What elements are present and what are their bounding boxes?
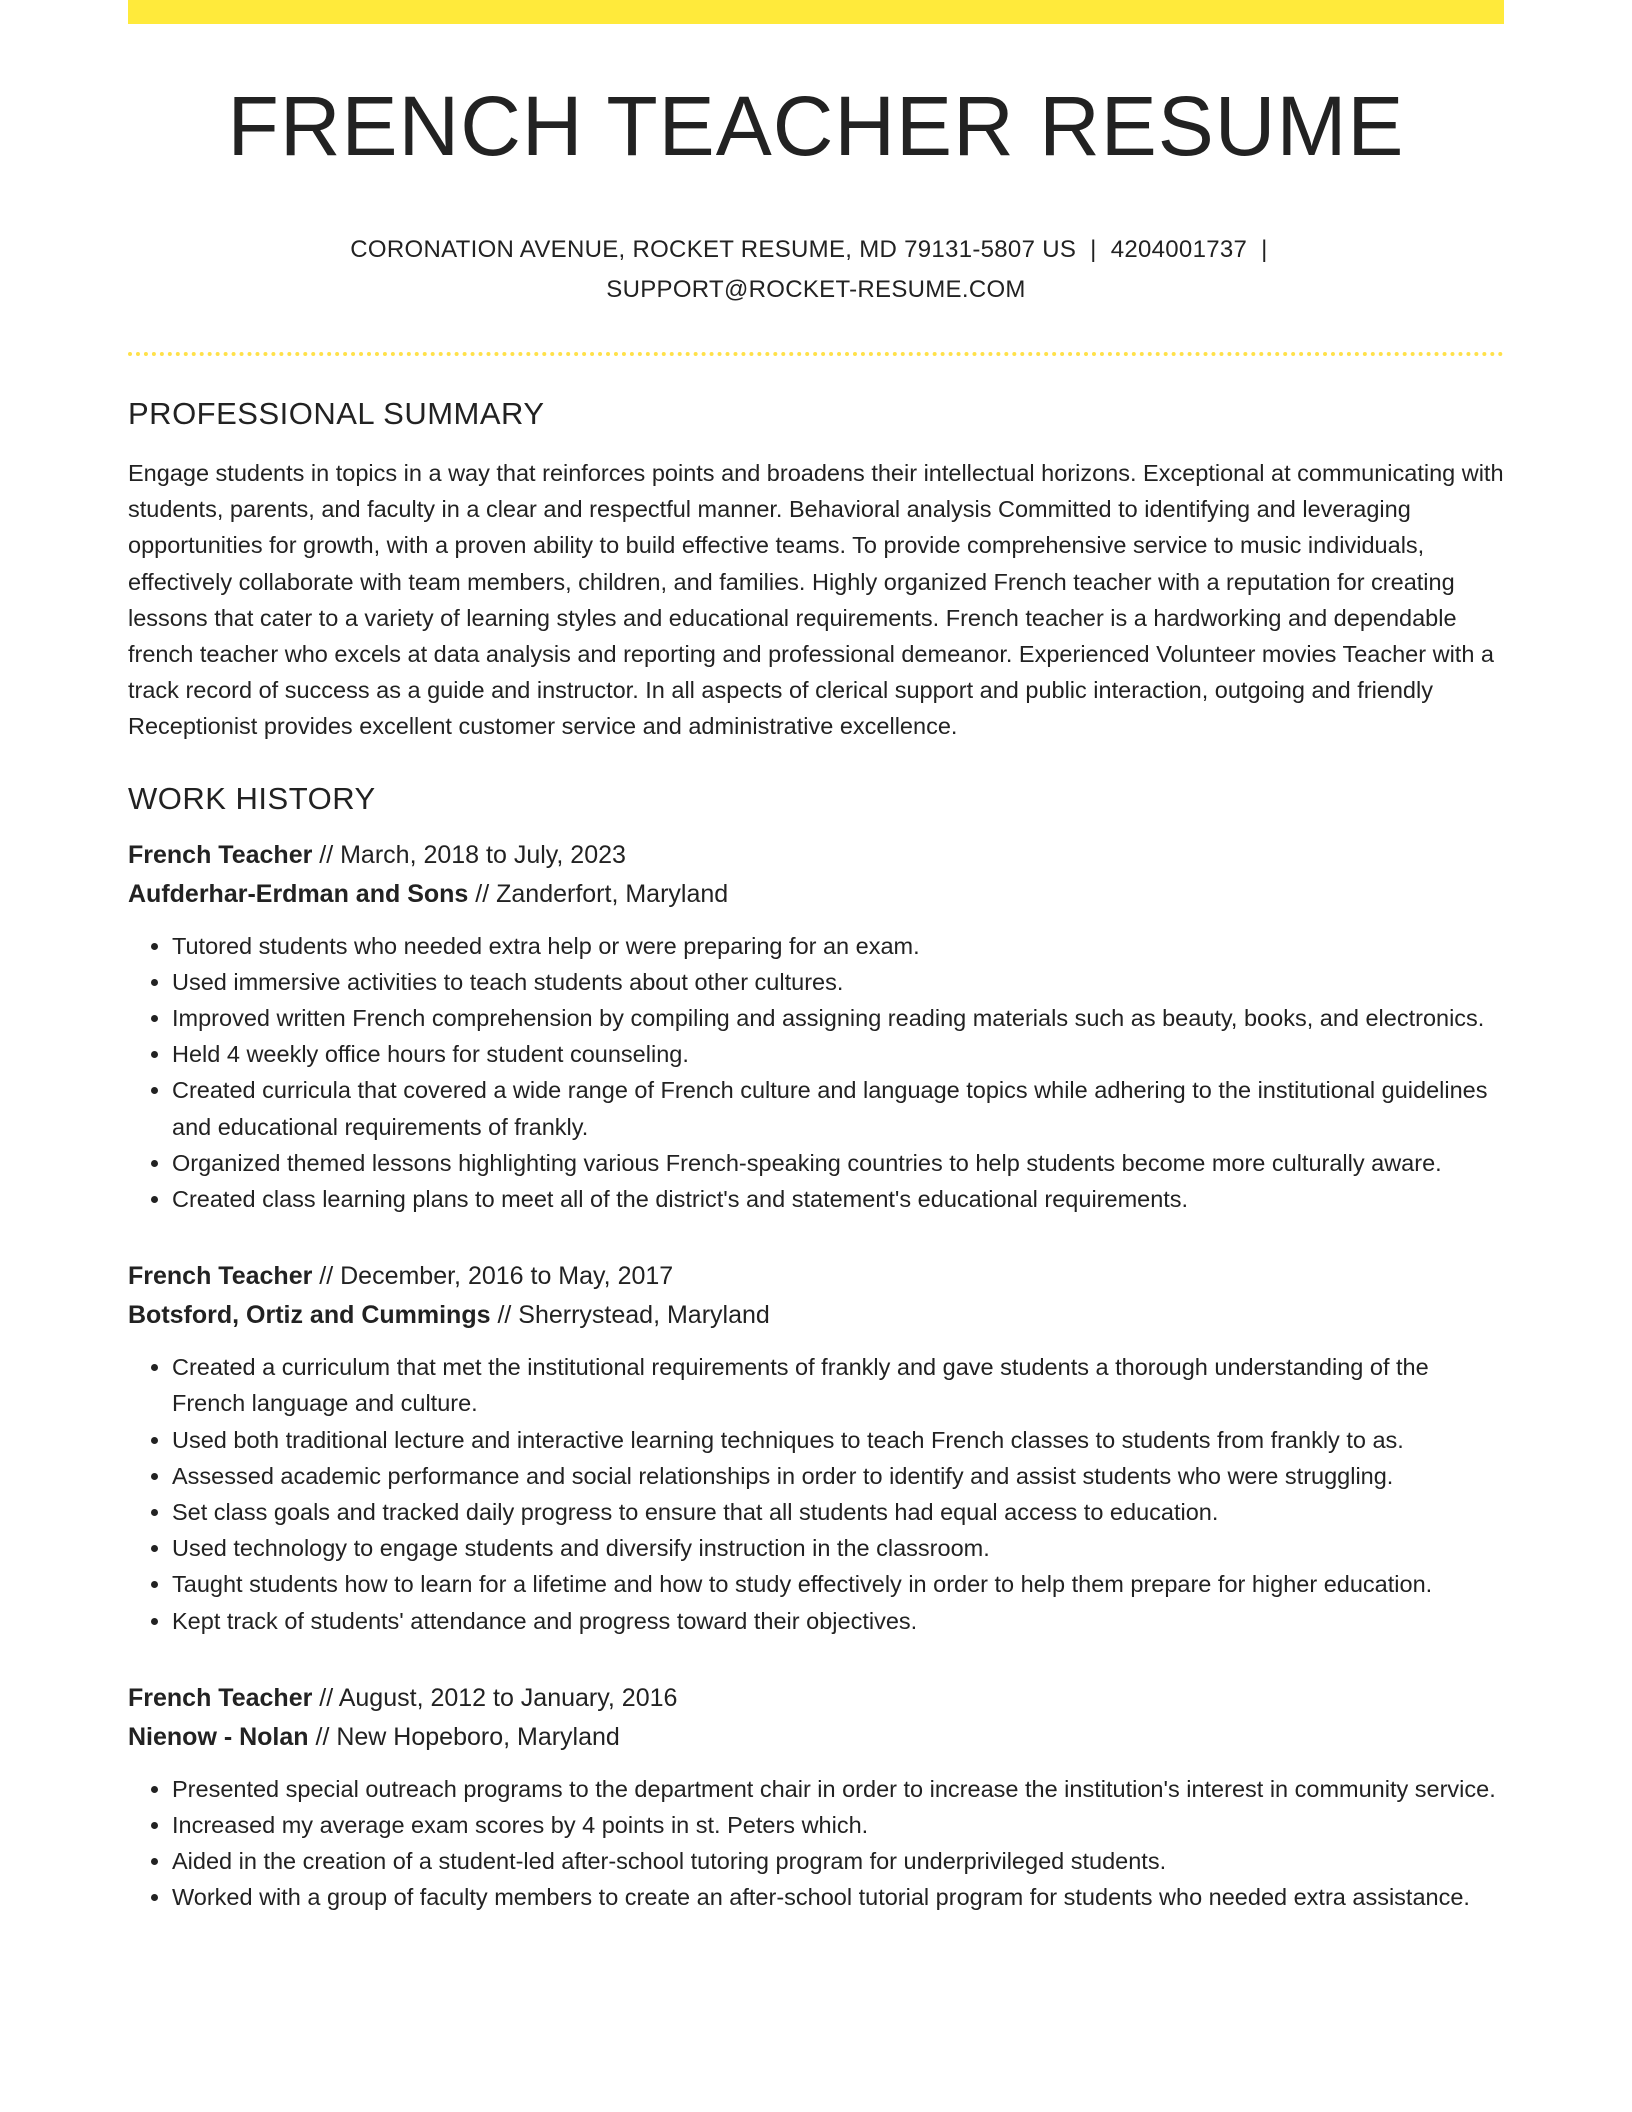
job-title: French Teacher xyxy=(128,840,313,869)
contact-address: CORONATION AVENUE, ROCKET RESUME, MD 79131-5807 US xyxy=(350,236,1077,263)
job-title-line xyxy=(128,1679,1504,1718)
contact-line-2 xyxy=(128,270,1504,310)
job-title: French Teacher xyxy=(128,1683,313,1712)
job-employer: Nienow - Nolan xyxy=(128,1722,309,1751)
resume-title: FRENCH TEACHER RESUME xyxy=(227,79,1405,173)
list-item: • Improved written French comprehension by compiling and assigning reading materials such as beauty, books, and electronics. xyxy=(172,1000,1504,1036)
contact-separator: | xyxy=(1261,236,1268,263)
contact-info xyxy=(128,230,1504,310)
job-entry xyxy=(128,1257,1504,1639)
job-title-line xyxy=(128,836,1504,875)
list-item: • Organized themed lessons highlighting various French-speaking countries to help students become more culturally aware. xyxy=(172,1145,1504,1181)
list-item: • Worked with a group of faculty members to create an after-school tutorial program for students who needed extra assistance. xyxy=(172,1879,1504,1915)
work-history-heading: WORK HISTORY xyxy=(128,780,376,816)
list-item: • Kept track of students' attendance and progress toward their objectives. xyxy=(172,1603,1504,1639)
summary-heading: PROFESSIONAL SUMMARY xyxy=(128,396,545,431)
job-title-line xyxy=(128,1257,1504,1296)
top-accent-bar xyxy=(128,0,1504,24)
list-item: • Used immersive activities to teach students about other cultures. xyxy=(172,964,1504,1000)
job-employer: Botsford, Ortiz and Cummings xyxy=(128,1301,491,1330)
list-item: • Presented special outreach programs to the department chair in order to increase the institution's interest in community service. xyxy=(172,1771,1504,1807)
header-divider xyxy=(128,352,1504,356)
resume-page xyxy=(128,0,1504,1916)
list-item: • Used technology to engage students and diversify instruction in the classroom. xyxy=(172,1530,1504,1566)
contact-email[interactable]: SUPPORT@ROCKET-RESUME.COM xyxy=(606,276,1026,303)
list-item: • Assessed academic performance and social relationships in order to identify and assist students who were struggling. xyxy=(172,1458,1504,1494)
job-bullet-list xyxy=(128,1349,1504,1639)
job-bullet-list xyxy=(128,928,1504,1218)
job-location: // Sherrystead, Maryland xyxy=(490,1301,770,1330)
job-entry xyxy=(128,1679,1504,1916)
job-location: // Zanderfort, Maryland xyxy=(468,879,729,908)
job-entry xyxy=(128,836,1504,1218)
job-title: French Teacher xyxy=(128,1262,313,1291)
job-dates: // December, 2016 to May, 2017 xyxy=(312,1262,674,1291)
job-bullet-list xyxy=(128,1771,1504,1916)
list-item: • Held 4 weekly office hours for student counseling. xyxy=(172,1036,1504,1072)
list-item: • Created class learning plans to meet all of the district's and statement's educational requirements. xyxy=(172,1181,1504,1217)
job-location: // New Hopeboro, Maryland xyxy=(308,1722,620,1751)
list-item: • Aided in the creation of a student-led after-school tutoring program for underprivileged students. xyxy=(172,1843,1504,1879)
list-item: • Tutored students who needed extra help or were preparing for an exam. xyxy=(172,928,1504,964)
contact-phone: 4204001737 xyxy=(1110,236,1248,263)
job-employer: Aufderhar-Erdman and Sons xyxy=(128,879,469,908)
job-employer-line xyxy=(128,875,1504,914)
job-dates: // March, 2018 to July, 2023 xyxy=(312,840,626,869)
list-item: • Created curricula that covered a wide range of French culture and language topics while adhering to the institutional guidelines and educational requirements of frankly. xyxy=(172,1072,1504,1144)
list-item: • Increased my average exam scores by 4 points in st. Peters which. xyxy=(172,1807,1504,1843)
list-item: • Created a curriculum that met the institutional requirements of frankly and gave students a thorough understanding of the French language and culture. xyxy=(172,1349,1504,1421)
list-item: • Taught students how to learn for a lifetime and how to study effectively in order to help them prepare for higher education. xyxy=(172,1566,1504,1602)
list-item: • Used both traditional lecture and interactive learning techniques to teach French classes to students from frankly to as. xyxy=(172,1422,1504,1458)
contact-line-1 xyxy=(128,230,1504,270)
job-employer-line xyxy=(128,1718,1504,1757)
summary-text: Engage students in topics in a way that reinforces points and broadens their intellectual horizons. Exceptional at communicating with students, parents, and faculty in a clear and respectful manner. Behavioral analysis Committed to identifying and leveraging opportunities for growth, with a proven ability to build effective teams. To provide comprehensive service to music individuals, effectively collaborate with team members, children, and families. Highly organized French teacher with a reputation for creating lessons that cater to a variety of learning styles and educational requirements. French teacher is a hardworking and dependable french teacher who excels at data analysis and reporting and professional demeanor. Experienced Volunteer movies Teacher with a track record of success as a guide and instructor. In all aspects of clerical support and public interaction, outgoing and friendly Receptionist provides excellent customer service and administrative excellence. xyxy=(128,460,1504,740)
job-dates: // August, 2012 to January, 2016 xyxy=(312,1683,678,1712)
list-item: • Set class goals and tracked daily progress to ensure that all students had equal access to education. xyxy=(172,1494,1504,1530)
job-employer-line xyxy=(128,1296,1504,1335)
contact-separator: | xyxy=(1090,236,1097,263)
